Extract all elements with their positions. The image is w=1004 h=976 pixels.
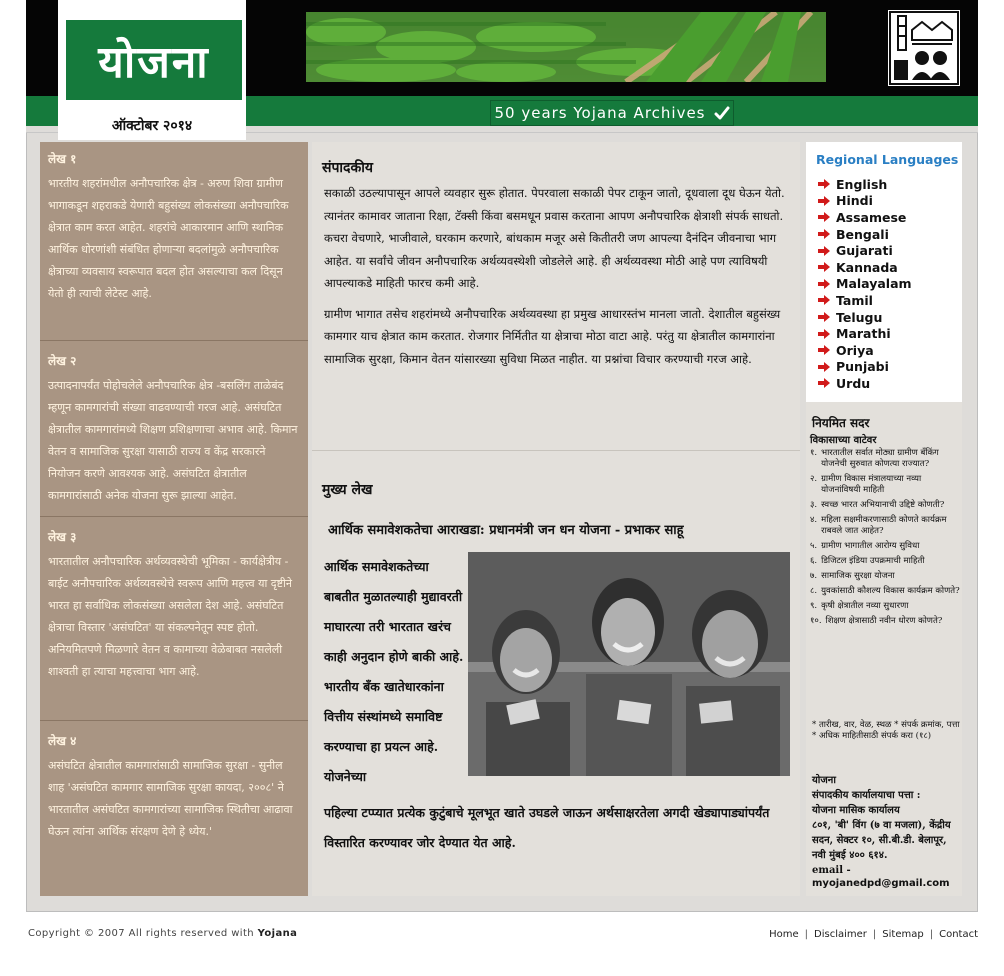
arrow-right-icon: [818, 262, 830, 272]
arrow-right-icon: [818, 295, 830, 305]
item-text: ग्रामीण भागातील आरोग्य सुविधा: [821, 541, 920, 551]
item-text: स्वच्छ भारत अभियानाची उद्दिष्टे कोणती?: [821, 500, 945, 510]
arrow-right-icon: [818, 196, 830, 206]
logo-text: योजना: [98, 37, 210, 88]
footer-link-contact[interactable]: Contact: [939, 929, 978, 940]
contact-email-link[interactable]: myojanedpd@gmail.com: [812, 878, 950, 889]
item-text: शिक्षण क्षेत्रासाठी नवीन धोरण कोणते?: [825, 616, 943, 626]
regular-feature-item[interactable]: [810, 601, 960, 612]
regular-feature-item[interactable]: [810, 616, 960, 627]
footer-separator: |: [929, 929, 934, 940]
article-summary-3[interactable]: [48, 528, 300, 683]
language-link-tamil[interactable]: [818, 292, 912, 309]
copyright-text: Copyright © 2007 All rights reserved with: [28, 928, 255, 939]
language-label: Punjabi: [836, 359, 889, 375]
article-blurb: असंघटित क्षेत्रातील कामगारांसाठी सामाजिक सुरक्षा - सुनील शाह 'असंघटित कामगार सामाजिक सुरक्षा कायदा, २००८' ने भारतातील असंघटित कामगारांच्या सामाजिक स्थितीचा आढावा घेऊन त्यांना आर्थिक संरक्षण देणे हे ध्येय.': [48, 759, 293, 838]
article-summary-2[interactable]: [48, 352, 300, 507]
article-blurb: भारतातील अनौपचारिक अर्थव्यवस्थेची भूमिका - कार्यक्षेत्रीय - बाईट अनौपचारिक अर्थव्यवस्थेचे स्वरूप आणि महत्त्व या दृष्टीने भारत हा सर्वाधिक लोकसंख्या असलेला देश आहे. असंघटित क्षेत्राचा विस्तार 'असंघटित' या संकल्पनेतून स्पष्ट होतो. अनियमितपणे मिळणारे वेतन व कामाच्या वेळेबाबत नसलेली शाश्वती हा त्याचा महत्त्वाचा भाग आहे.: [48, 555, 293, 678]
item-text: भारतातील सर्वात मोठ्या ग्रामीण बँकिंग योजनेची सुरुवात कोणत्या राज्यात?: [821, 448, 939, 469]
arrow-right-icon: [818, 229, 830, 239]
item-number: ५.: [810, 541, 818, 551]
language-link-oriya[interactable]: [818, 342, 912, 359]
language-label: Oriya: [836, 342, 874, 358]
regular-feature-item[interactable]: [810, 586, 960, 597]
article-title: लेख ४: [48, 734, 77, 748]
main-article-text-continued: पहिल्या टप्प्यात प्रत्येक कुटुंबाचे मूलभूत खाते उघडले जाऊन अर्थसाक्षरतेला अगदी खेड्यापाड्यांपर्यंत विस्तारित करण्यावर जोर देण्यात येत आहे.: [324, 805, 770, 850]
regular-feature-item[interactable]: [810, 515, 960, 537]
article-title: लेख २: [48, 354, 77, 368]
editorial-text: [324, 182, 790, 378]
main-content: [312, 142, 800, 896]
language-link-malayalam[interactable]: [818, 276, 912, 293]
regular-features-subtitle: विकासाच्या वाटेवर: [810, 435, 877, 446]
divider: [40, 340, 308, 341]
item-text: कृषी क्षेत्रातील नव्या सुधारणा: [821, 601, 909, 611]
address-line: email -: [812, 865, 851, 876]
checkmark-icon: [714, 105, 730, 121]
language-link-telugu[interactable]: [818, 309, 912, 326]
item-number: ९.: [810, 601, 818, 611]
issue-date: ऑक्टोबर २०१४: [111, 118, 193, 134]
language-label: Bengali: [836, 226, 889, 242]
item-number: १.: [810, 448, 818, 458]
article-blurb: उत्पादनापर्यंत पोहोचलेले अनौपचारिक क्षेत्र -बसलिंग ताळेबंद म्हणून कामगारांची संख्या वाढवण्याची गरज आहे. असंघटित क्षेत्रातील कामगारांमध्ये शिक्षण प्रशिक्षणाचा अभाव आहे. किमान वेतन व सामाजिक सुरक्षा यासाठी राज्य व केंद्र सरकारने नियोजन करणे आवश्यक आहे. असंघटित क्षेत्रातील कामगारांसाठी अनेक योजना सुरू झाल्या आहेत.: [48, 379, 298, 502]
editorial-paragraph: सकाळी उठल्यापासून आपले व्यवहार सुरू होतात. पेपरवाला सकाळी पेपर टाकून जातो, दूधवाला दूध घेऊन येतो. त्यानंतर कामावर जाताना रिक्षा, टॅक्सी किंवा बसमधून प्रवास करताना आपण अनौपचारिक क्षेत्राशी संपर्क साधतो. कचरा वेचणारे, भाजीवाले, घरकाम करणारे, बांधकाम मजूर असे कितीतरी जण आपल्या दैनंदिन जीवनाचा भाग आहेत. या सर्वांचे जीवन अनौपचारिक अर्थव्यवस्थेशी जोडलेले आहे. ही अर्थव्यवस्था मोठी आहे पण त्याविषयी आपल्याकडे माहिती फारच कमी आहे.: [324, 186, 785, 290]
contact-heading: योजना: [812, 775, 836, 786]
regular-feature-item[interactable]: [810, 500, 960, 511]
language-label: Marathi: [836, 326, 891, 342]
language-link-punjabi[interactable]: [818, 359, 912, 376]
language-link-hindi[interactable]: [818, 193, 912, 210]
language-label: Telugu: [836, 309, 883, 325]
arrow-right-icon: [818, 179, 830, 189]
language-label: Tamil: [836, 292, 873, 308]
yojana-archives-link[interactable]: [490, 100, 734, 126]
language-link-assamese[interactable]: [818, 209, 912, 226]
item-text: डिजिटल इंडिया उपक्रमाची माहिती: [821, 556, 925, 566]
address-line: ८०१, 'बी' विंग (७ वा मजला), केंद्रीय सदन, सेक्टर १०, सी.बी.डी. बेलापूर,: [812, 820, 951, 846]
archives-label: 50 years Yojana Archives: [494, 104, 706, 122]
arrow-right-icon: [818, 329, 830, 339]
divider: [312, 450, 800, 451]
arrow-right-icon: [818, 279, 830, 289]
main-article-heading: मुख्य लेख: [322, 482, 373, 498]
regular-feature-item[interactable]: [810, 541, 960, 552]
regional-languages-panel: [806, 142, 962, 402]
ministry-emblem-icon: [888, 10, 960, 86]
regular-features-panel: [806, 402, 962, 896]
footer-separator: |: [872, 929, 877, 940]
language-link-urdu[interactable]: [818, 375, 912, 392]
arrow-right-icon: [818, 246, 830, 256]
footer-nav: [769, 929, 978, 940]
article-blurb: भारतीय शहरांमधील अनौपचारिक क्षेत्र - अरुण शिवा ग्रामीण भागाकडून शहराकडे येणारी बहुसंख्य लोकसंख्या अनौपचारिक क्षेत्रात काम करत आहेत. शहरांचे आकारमान आणि स्थानिक आर्थिक धोरणांशी संबंधित होणाऱ्या बदलांमुळे अनौपचारिक क्षेत्राच्या व्यवसाय स्वरूपात बदल होत असल्याचा कल दिसून येतो ही त्याची लेटेस्ट आहे.: [48, 177, 289, 300]
arrow-right-icon: [818, 212, 830, 222]
article-title: लेख १: [48, 152, 77, 166]
copyright-owner: Yojana: [257, 928, 298, 939]
language-link-bengali[interactable]: [818, 226, 912, 243]
language-link-marathi[interactable]: [818, 325, 912, 342]
language-link-kannada[interactable]: [818, 259, 912, 276]
regular-features-title: नियमित सदर: [812, 416, 870, 430]
regular-features-note: * तारीख, वार, वेळ, स्थळ * संपर्क क्रमांक, पत्ता * अधिक माहितीसाठी संपर्क करा (१८): [812, 720, 960, 741]
regular-feature-item[interactable]: [810, 448, 960, 470]
regular-features-list: [810, 448, 960, 631]
language-label: Malayalam: [836, 276, 912, 292]
language-link-gujarati[interactable]: [818, 242, 912, 259]
farm-field-banner-image: [306, 12, 826, 82]
item-number: १०.: [810, 616, 822, 626]
divider: [40, 516, 308, 517]
language-label: Assamese: [836, 209, 907, 225]
arrow-right-icon: [818, 312, 830, 322]
item-text: सामाजिक सुरक्षा योजना: [821, 571, 895, 581]
contact-address: [812, 788, 962, 878]
item-number: ८.: [810, 586, 818, 596]
item-number: ३.: [810, 500, 818, 510]
item-text: ग्रामीण विकास मंत्रालयाच्या नव्या योजनांविषयी माहिती: [821, 474, 922, 495]
arrow-right-icon: [818, 345, 830, 355]
editorial-paragraph: ग्रामीण भागात तसेच शहरांमध्ये अनौपचारिक अर्थव्यवस्था हा प्रमुख आधारस्तंभ मानला जातो. देशातील बहुसंख्य कामगार याच क्षेत्रात काम करतात. रोजगार निर्मितीत या क्षेत्राचा मोठा वाटा आहे. परंतु या क्षेत्रातील कामगारांना सामाजिक सुरक्षा, किमान वेतन यांसारख्या सुविधा मिळत नाहीत. या प्रश्नांचा विचार करण्याची गरज आहे.: [324, 306, 781, 366]
language-link-english[interactable]: [818, 176, 912, 193]
article-title: लेख ३: [48, 530, 77, 544]
item-number: ६.: [810, 556, 818, 566]
regional-languages-title: Regional Languages: [816, 152, 959, 167]
main-article-title[interactable]: आर्थिक समावेशकतेचा आराखडा: प्रधानमंत्री जन धन योजना - प्रभाकर साहू: [328, 523, 684, 538]
article-summary-4[interactable]: [48, 732, 300, 843]
language-label: Gujarati: [836, 243, 893, 259]
article-summary-1[interactable]: [48, 150, 300, 305]
main-article-photo: [468, 552, 790, 776]
address-line: योजना मासिक कार्यालय: [812, 805, 900, 816]
arrow-right-icon: [818, 362, 830, 372]
language-label: Kannada: [836, 259, 898, 275]
footer-link-disclaimer[interactable]: Disclaimer: [814, 929, 867, 940]
address-line: नवी मुंबई ४०० ६१४.: [812, 850, 888, 861]
regular-feature-item[interactable]: [810, 474, 960, 496]
address-line: संपादकीय कार्यालयाचा पत्ता :: [812, 790, 921, 801]
language-label: English: [836, 176, 888, 192]
regular-feature-item[interactable]: [810, 571, 960, 582]
article-summaries-panel: [40, 142, 308, 896]
editorial-heading: संपादकीय: [322, 160, 373, 176]
footer-link-sitemap[interactable]: Sitemap: [882, 929, 924, 940]
yojana-logo[interactable]: [66, 20, 242, 100]
item-text: महिला सक्षमीकरणासाठी कोणते कार्यक्रम राबवले जात आहेत?: [821, 515, 947, 536]
language-label: Urdu: [836, 375, 871, 391]
footer-link-home[interactable]: Home: [769, 929, 799, 940]
language-label: Hindi: [836, 193, 873, 209]
language-list: [818, 176, 912, 392]
footer-separator: |: [804, 929, 809, 940]
copyright-notice: [28, 928, 297, 939]
divider: [40, 720, 308, 721]
regular-feature-item[interactable]: [810, 556, 960, 567]
item-number: ४.: [810, 515, 818, 525]
main-article-text: आर्थिक समावेशकतेच्या बाबतीत मुळातल्याही मुद्यावरती माघारत्या तरी भारतात खरंच काही अनुदान होणे बाकी आहे. भारतीय बँक खातेधारकांना वित्तीय संस्थांमध्ये समाविष्ट करण्याचा हा प्रयत्न आहे. योजनेच्या: [324, 559, 464, 784]
item-text: युवकांसाठी कौशल्य विकास कार्यक्रम कोणते?: [821, 586, 960, 596]
arrow-right-icon: [818, 378, 830, 388]
item-number: ७.: [810, 571, 818, 581]
item-number: २.: [810, 474, 818, 484]
